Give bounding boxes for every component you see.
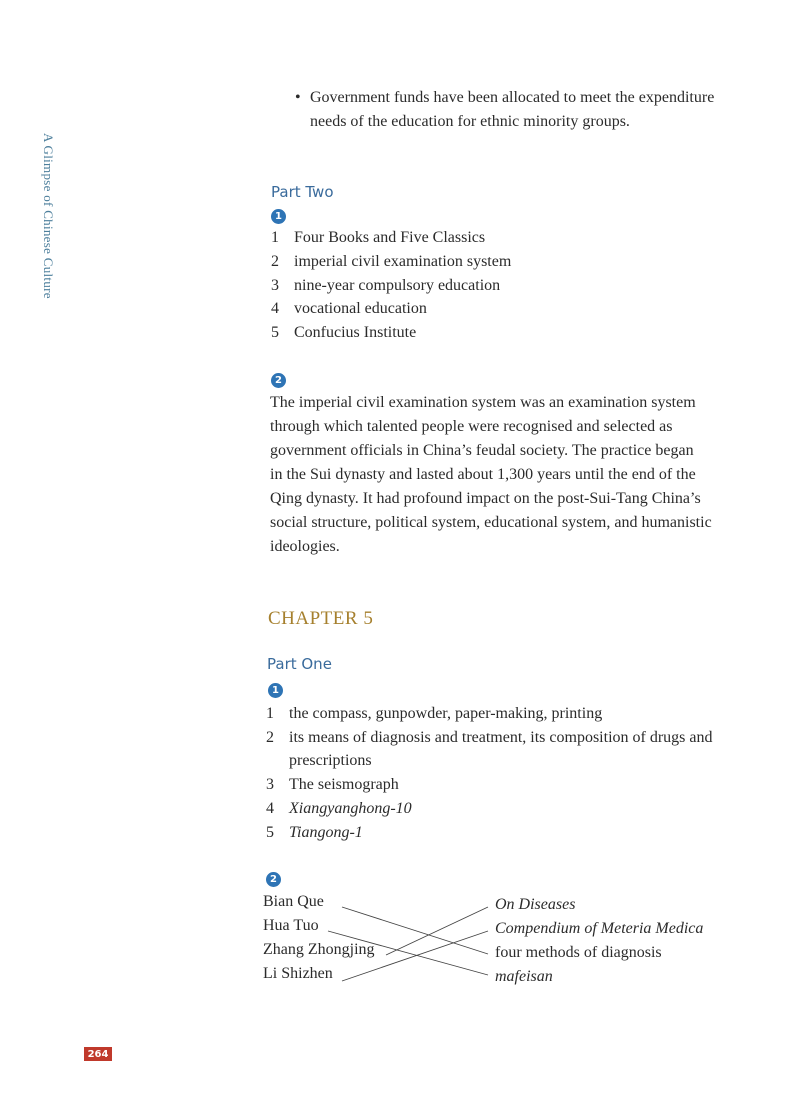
bullet-text-line: needs of the education for ethnic minority groups.: [310, 113, 630, 130]
answer-item-continuation: prescriptions: [289, 752, 372, 769]
paragraph-line: ideologies.: [270, 538, 340, 555]
question-2-badge: 2: [271, 373, 286, 388]
question-1-badge: 1: [268, 683, 283, 698]
answer-item: 2 imperial civil examination system: [271, 253, 512, 270]
bullet-text-line: Government funds have been allocated to meet the expenditure: [310, 89, 715, 106]
match-line-bian-que: [342, 907, 488, 954]
paragraph-line: Qing dynasty. It had profound impact on the post-Sui-Tang China’s: [270, 490, 701, 507]
answer-item: 1 Four Books and Five Classics: [271, 229, 486, 246]
answer-item: 4 Xiangyanghong-10: [266, 800, 412, 817]
answer-item: 3 nine-year compulsory education: [271, 277, 501, 294]
chapter-title: CHAPTER 5: [268, 608, 374, 629]
match-left-item: Bian Que: [263, 893, 324, 910]
match-left-item: Zhang Zhongjing: [263, 941, 375, 958]
answer-item: 5 Tiangong-1: [266, 824, 363, 841]
part-one-heading: Part One: [267, 655, 332, 673]
answer-item: 2 its means of diagnosis and treatment, its composition of drugs and: [266, 729, 713, 746]
paragraph-line: through which talented people were recognised and selected as: [270, 418, 673, 435]
running-head: A Glimpse of Chinese Culture: [41, 133, 56, 299]
match-line-li-shizhen: [342, 931, 488, 981]
question-2-badge: 2: [266, 872, 281, 887]
paragraph-line: social structure, political system, educational system, and humanistic: [270, 514, 712, 531]
part-two-heading: Part Two: [271, 183, 334, 201]
paragraph-line: in the Sui dynasty and lasted about 1,300 years until the end of the: [270, 466, 696, 483]
page-number: 264: [84, 1047, 112, 1061]
match-right-item: Compendium of Meteria Medica: [495, 920, 704, 937]
question-1-badge: 1: [271, 209, 286, 224]
answer-item: 4 vocational education: [271, 300, 427, 317]
paragraph-line: government officials in China’s feudal society. The practice began: [270, 442, 694, 459]
answer-item: 5 Confucius Institute: [271, 324, 417, 341]
match-right-item: mafeisan: [495, 968, 553, 985]
paragraph-line: The imperial civil examination system was an examination system: [270, 394, 696, 411]
bullet-icon: •: [295, 89, 301, 106]
answer-item: 3 The seismograph: [266, 776, 399, 793]
match-line-zhang-zhongjing: [386, 907, 488, 955]
match-right-item: four methods of diagnosis: [495, 944, 662, 961]
match-left-item: Li Shizhen: [263, 965, 333, 982]
answer-item: 1 the compass, gunpowder, paper-making, printing: [266, 705, 603, 722]
match-line-hua-tuo: [328, 931, 488, 975]
match-right-item: On Diseases: [495, 896, 576, 913]
match-left-item: Hua Tuo: [263, 917, 319, 934]
